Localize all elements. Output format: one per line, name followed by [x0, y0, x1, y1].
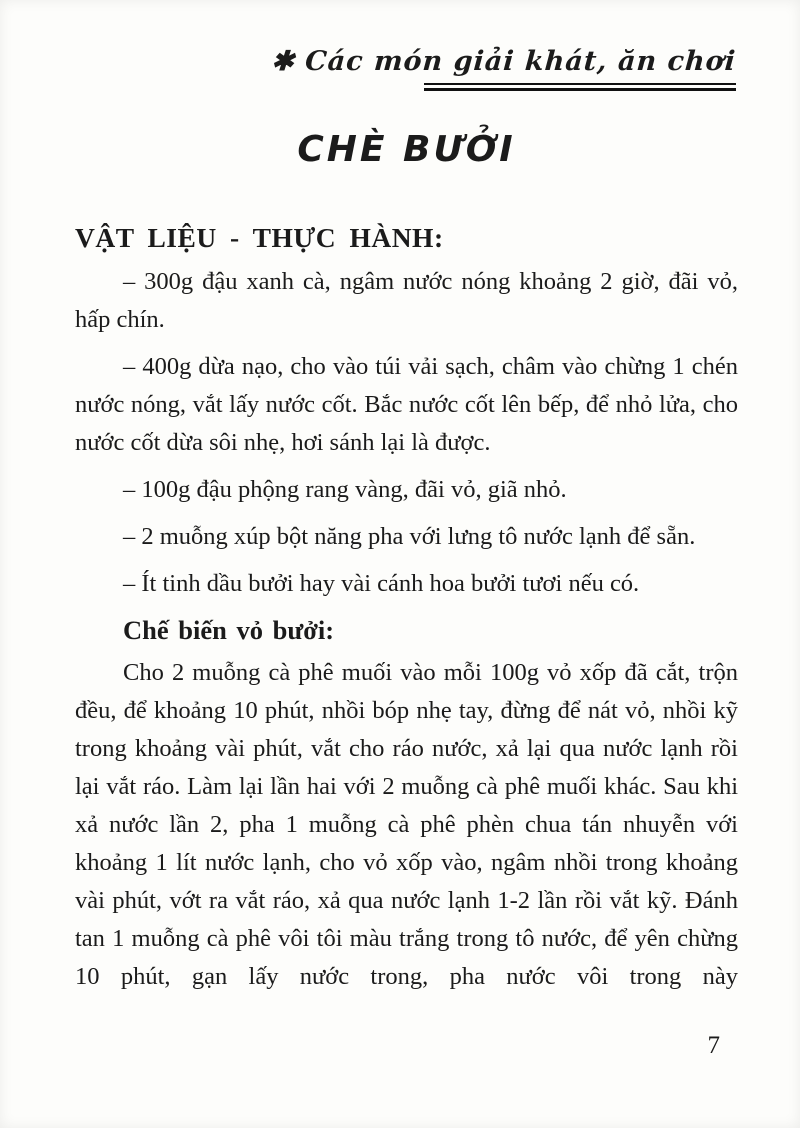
- subsection-heading-prepare-pomelo-rind: Chế biến vỏ bưởi:: [123, 615, 335, 645]
- method-paragraph: Cho 2 muỗng cà phê muối vào mỗi 100g vỏ xốp đã cắt, trộn đều, để khoảng 10 phút, nhồi bóp nhẹ tay, đừng để nát vỏ, nhồi kỹ trong khoảng vài phút, vắt cho ráo nước, xả lại qua nước lạnh rồi lại vắt ráo. Làm lại lần hai với 2 muỗng cà phê muối khác. Sau khi xả nước lần 2, pha 1 muỗng cà phê phèn chua tán nhuyễn với khoảng 1 lít nước lạnh, cho vỏ xốp vào, ngâm nhồi trong khoảng vài phút, vớt ra vắt ráo, xả qua nước lạnh 1-2 lần rồi vắt kỹ. Đánh tan 1 muỗng cà phê vôi tôi màu trắng trong tô nước, để yên chừng 10 phút, gạn lấy nước trong, pha nước vôi trong này: [75, 659, 738, 990]
- method-section: [75, 654, 738, 996]
- section-heading-ingredients: VẬT LIỆU - THỰC HÀNH:: [75, 222, 444, 253]
- ingredient-item: – 100g đậu phộng rang vàng, đãi vỏ, giã nhỏ.: [123, 476, 567, 503]
- ingredient-item: – 400g dừa nạo, cho vào túi vải sạch, châm vào chừng 1 chén nước nóng, vắt lấy nước cốt. Bắc nước cốt lên bếp, để nhỏ lửa, cho nước cốt dừa sôi nhẹ, hơi sánh lại là được.: [75, 353, 738, 456]
- ingredient-item: – 300g đậu xanh cà, ngâm nước nóng khoảng 2 giờ, đãi vỏ, hấp chín.: [75, 268, 738, 333]
- running-header: [75, 46, 736, 91]
- running-header-label: Các món giải khát, ăn chơi: [294, 46, 738, 77]
- ingredient-item: – 2 muỗng xúp bột năng pha với lưng tô nước lạnh để sẵn.: [123, 523, 696, 550]
- ingredient-item: – Ít tinh dầu bưởi hay vài cánh hoa bưởi tươi nếu có.: [123, 570, 640, 597]
- header-double-rule: [424, 83, 736, 91]
- running-header-text: [270, 46, 737, 83]
- asterisk-icon: ✱: [270, 46, 297, 77]
- header-rule-thick-line: [424, 88, 736, 91]
- recipe-title: CHÈ BƯỞI: [297, 129, 516, 170]
- ingredient-list: [75, 263, 738, 603]
- page-number: 7: [707, 1032, 720, 1059]
